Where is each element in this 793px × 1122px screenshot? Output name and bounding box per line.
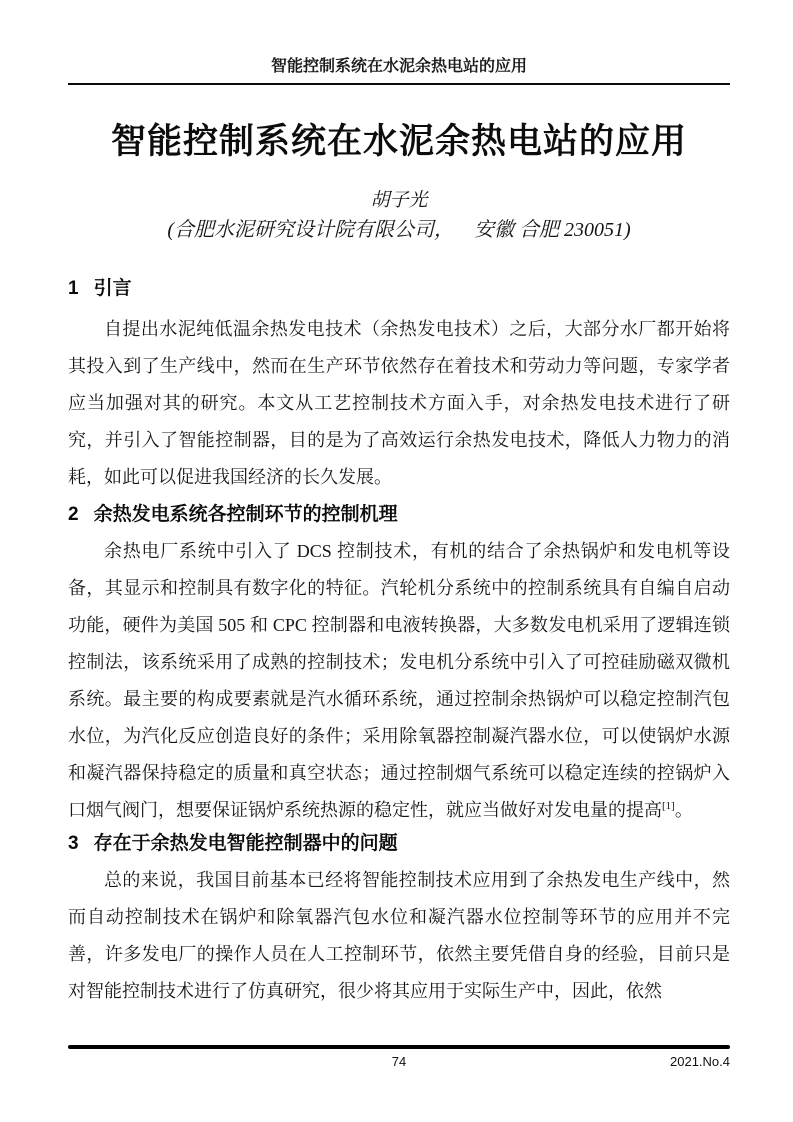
author-affiliation: (合肥水泥研究设计院有限公司， 安徽 合肥 230051) (167, 219, 631, 241)
footer-row (68, 1052, 730, 1072)
page-footer (68, 1045, 730, 1072)
section-title: 余热发电系统各控制环节的控制机理 (93, 504, 398, 525)
footer-rule (68, 1045, 730, 1049)
paragraph (68, 533, 730, 829)
running-header-area (68, 57, 730, 85)
paragraph-text-suffix: 。 (674, 800, 693, 820)
header-rule (68, 83, 730, 85)
author-name: 胡子光 (370, 190, 428, 211)
section-control-mechanism (68, 501, 730, 829)
section-title: 存在于余热发电智能控制器中的问题 (93, 833, 398, 854)
paragraph-text: 余热电厂系统中引入了 DCS 控制技术，有机的结合了余热锅炉和发电机等设备，其显示和控制具有数字化的特征。汽轮机分系统中的控制系统具有自编自启动功能，硬件为美国 505 和 CPC 控制器和电液转换器，大多数发电机采用了逻辑连锁控制法，该系统采用了成熟的控制技术；发电机分系统中引入了可控硅励磁双微机系统。最主要的构成要素就是汽水循环系统，通过控制余热锅炉可以稳定控制汽包水位，为汽化反应创造良好的条件；采用除氧器控制凝汽器水位，可以使锅炉水源和凝汽器保持稳定的质量和真空状态；通过控制烟气系统可以稳定连续的控锅炉入口烟气阀门，想要保证锅炉系统热源的稳定性，就应当做好对发电量的提高 (68, 541, 730, 820)
section-heading-3 (68, 830, 730, 857)
issue-number: 2021.No.4 (670, 1054, 730, 1069)
page-title: 智能控制系统在水泥余热电站的应用 (110, 122, 687, 161)
paragraph (68, 311, 730, 496)
section-number: 1 (68, 278, 79, 299)
running-header-title: 智能控制系统在水泥余热电站的应用 (270, 58, 527, 75)
reference-marker: [1] (662, 800, 675, 812)
paragraph-text: 总的来说，我国目前基本已经将智能控制技术应用到了余热发电生产线中，然而自动控制技术在锅炉和除氧器汽包水位和凝汽器水位控制等环节的应用并不完善，许多发电厂的操作人员在人工控制环节，依然主要凭借自身的经验，目前只是对智能控制技术进行了仿真研究，很少将其应用于实际生产中，因此，依然 (68, 870, 730, 1001)
section-introduction (68, 275, 730, 496)
section-number: 2 (68, 504, 79, 525)
paragraph-text: 自提出水泥纯低温余热发电技术（余热发电技术）之后，大部分水厂都开始将其投入到了生产线中，然而在生产环节依然存在着技术和劳动力等问题，专家学者应当加强对其的研究。本文从工艺控制技术方面入手，对余热发电技术进行了研究，并引入了智能控制器，目的是为了高效运行余热发电技术，降低人力物力的消耗，如此可以促进我国经济的长久发展。 (68, 319, 730, 487)
page-number: 74 (391, 1054, 407, 1069)
section-heading-1 (68, 275, 730, 302)
section-problems (68, 830, 730, 1010)
section-number: 3 (68, 833, 79, 854)
section-heading-2 (68, 501, 730, 528)
section-title: 引言 (93, 278, 132, 299)
paragraph (68, 862, 730, 1010)
